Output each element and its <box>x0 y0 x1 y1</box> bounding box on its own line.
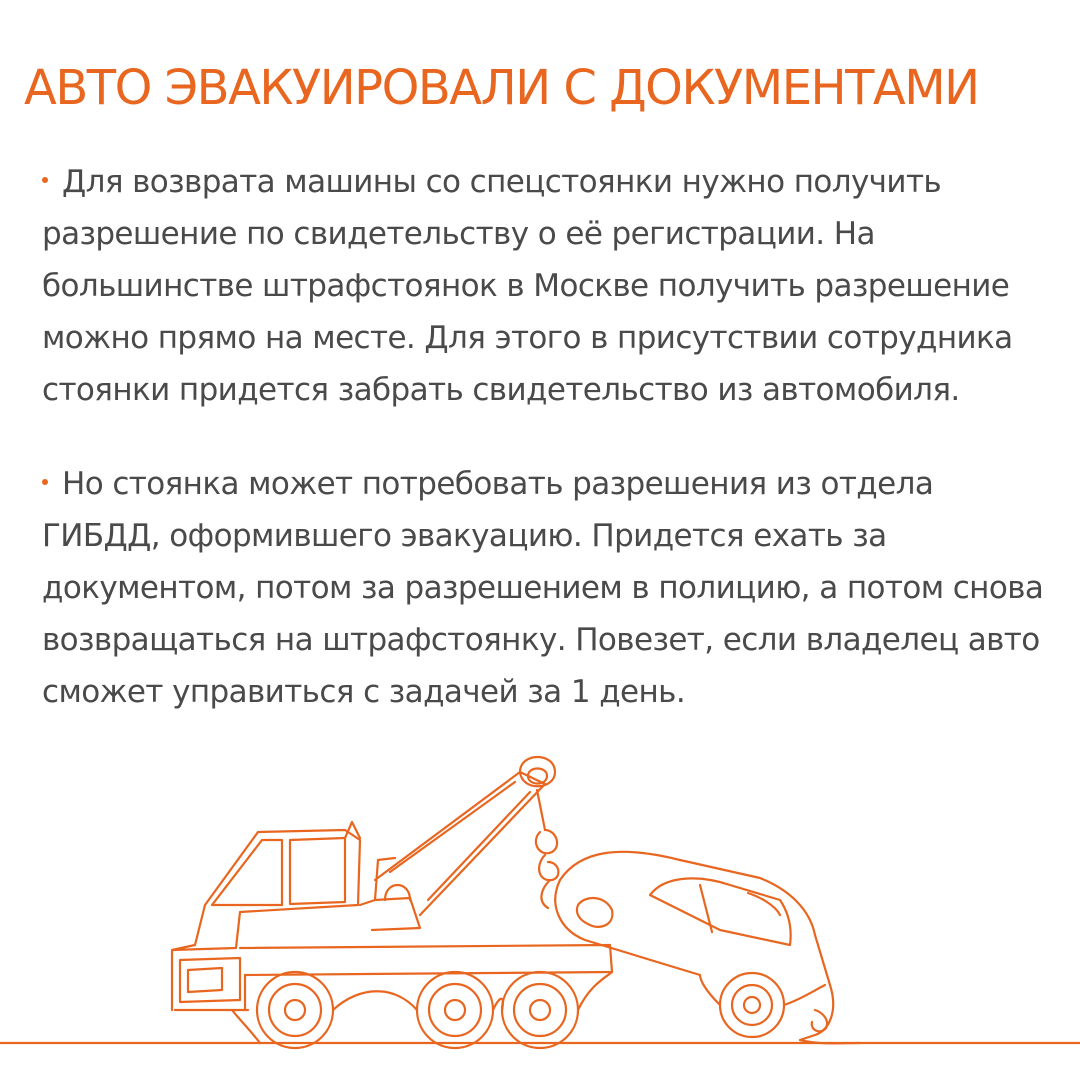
list-item <box>42 156 1052 416</box>
bullet-dot-icon <box>42 177 48 183</box>
bullet-text: Для возврата машины со спецстоянки нужно получить разрешение по свидетельству о её регистрации. На большинстве штрафстоянок в Москве получить разрешение можно прямо на месте. Для этого в присутствии сотрудника стоянки придется забрать свидетельство из автомобиля. <box>42 164 1013 408</box>
list-item <box>42 458 1052 718</box>
page-title: АВТО ЭВАКУИРОВАЛИ С ДОКУМЕНТАМИ <box>24 60 979 116</box>
bullet-dot-icon <box>42 479 48 485</box>
tow-truck-icon <box>0 750 1080 1080</box>
bullet-text: Но стоянка может потребовать разрешения из отдела ГИБДД, оформившего эвакуацию. Придется ехать за документом, потом за разрешением в полицию, а потом снова возвращаться на штрафстоянку. Повезет, если владелец авто сможет управиться с задачей за 1 день. <box>42 466 1044 710</box>
bullet-list <box>42 156 1052 760</box>
